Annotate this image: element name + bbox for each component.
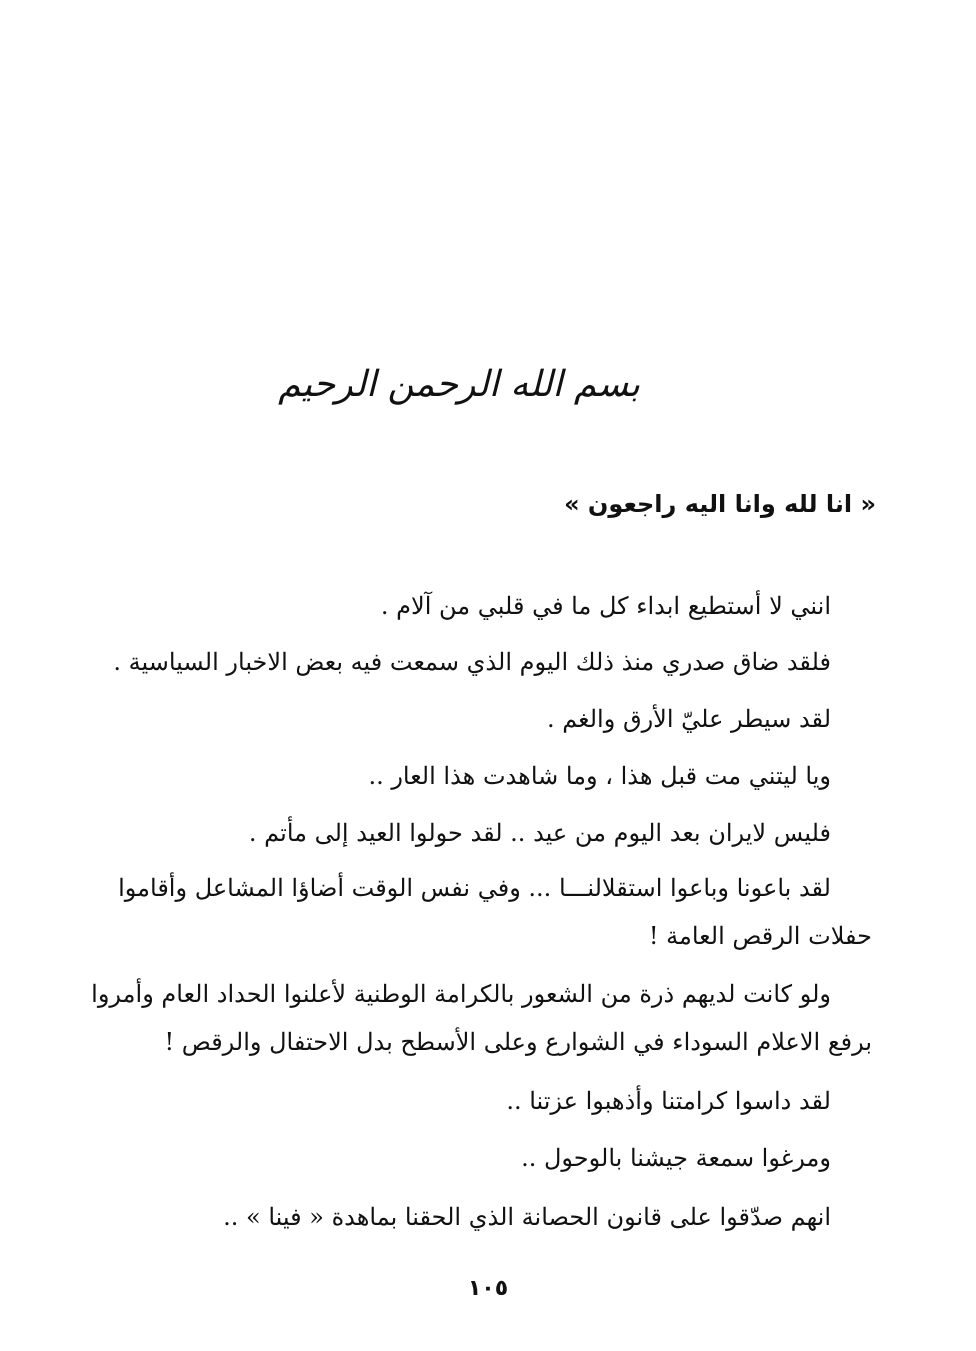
text-line: انني لا أستطيع ابداء كل ما في قلبي من آلام .: [380, 592, 831, 620]
text-line: حفلات الرقص العامة !: [648, 922, 872, 950]
basmala-calligraphy: بسم الله الرحمن الرحيم: [278, 364, 640, 405]
text-line: لقد سيطر عليّ الأرق والغم .: [546, 705, 831, 733]
text-line: برفع الاعلام السوداء في الشوارع وعلى الأسطح بدل الاحتفال والرقص !: [164, 1028, 872, 1056]
text-line: ومرغوا سمعة جيشنا بالوحول ..: [521, 1144, 831, 1172]
text-line: فليس لايران بعد اليوم من عيد .. لقد حولوا العيد إلى مأتم .: [248, 819, 831, 847]
text-line: لقد باعونا وباعوا استقلالنـــا ... وفي نفس الوقت أضاؤا المشاعل وأقاموا: [118, 874, 831, 902]
text-line: ولو كانت لديهم ذرة من الشعور بالكرامة الوطنية لأعلنوا الحداد العام وأمروا: [91, 980, 831, 1008]
text-line: انهم صدّقوا على قانون الحصانة الذي الحقنا بماهدة « فينا » ..: [223, 1203, 831, 1231]
text-line: فلقد ضاق صدري منذ ذلك اليوم الذي سمعت فيه بعض الاخبار السياسية .: [113, 648, 831, 676]
text-line: ويا ليتني مت قبل هذا ، وما شاهدت هذا العار ..: [368, 762, 831, 790]
page-number: ١٠٥: [467, 1276, 509, 1301]
page-heading: « انا لله وانا اليه راجعون »: [564, 490, 876, 518]
text-line: لقد داسوا كرامتنا وأذهبوا عزتنا ..: [506, 1087, 831, 1115]
